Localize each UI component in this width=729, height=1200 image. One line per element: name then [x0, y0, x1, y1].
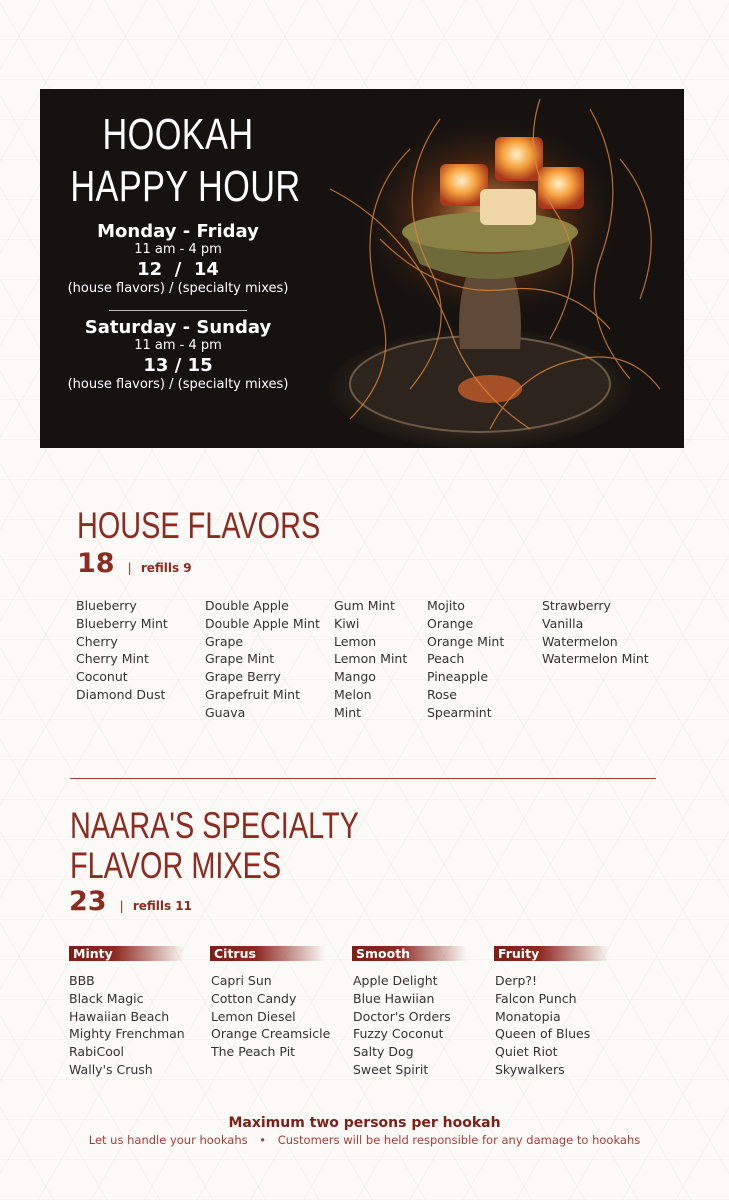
house-price-row: [77, 548, 192, 579]
flavor-item: Kiwi: [334, 615, 360, 631]
weekend-days: Saturday - Sunday: [84, 317, 272, 338]
flavor-item: Double Apple: [205, 598, 289, 613]
mix-item: Orange Creamsicle: [211, 1026, 331, 1042]
flavor-item: Strawberry: [542, 598, 611, 613]
flavor-item: Melon: [334, 686, 372, 702]
flavor-item: Watermelon Mint: [542, 651, 649, 667]
flavor-item: Grape Mint: [205, 651, 275, 667]
mix-item: BBB: [69, 973, 95, 988]
flavor-item: Spearmint: [427, 704, 492, 720]
weekend-prices: 13 / 15: [143, 355, 213, 376]
category-header-minty: Minty: [69, 946, 184, 961]
footer-max-persons: Maximum two persons per hookah: [228, 1115, 501, 1131]
weekday-days: Monday - Friday: [97, 221, 259, 242]
mix-item: Wally's Crush: [69, 1061, 153, 1077]
flavor-item: Grape Berry: [205, 669, 281, 685]
hero-title-line2: HAPPY HOUR: [70, 162, 301, 211]
flavor-column: [334, 597, 407, 722]
hero-divider: [109, 310, 247, 311]
category-list-minty: [69, 972, 185, 1079]
footer-notice: [0, 1133, 729, 1147]
specialty-title-line2: FLAVOR MIXES: [70, 845, 282, 886]
flavor-item: Pineapple: [427, 669, 489, 685]
section-divider: [70, 778, 656, 779]
mix-item: Queen of Blues: [495, 1026, 591, 1042]
flavor-item: Orange: [427, 615, 474, 631]
specialty-price: 23: [69, 886, 107, 917]
flavor-column: [542, 597, 649, 668]
category-list-smooth: [353, 972, 451, 1079]
flavor-item: Blueberry: [76, 598, 137, 613]
hookah-coals-photo: [290, 89, 684, 448]
flavor-item: Mango: [334, 669, 376, 685]
footer-notice-right: Customers will be held responsible for any damage to hookahs: [277, 1133, 641, 1147]
mix-item: Falcon Punch: [495, 990, 577, 1006]
category-list-fruity: [495, 972, 590, 1079]
mix-item: Salty Dog: [353, 1044, 414, 1060]
mix-item: Blue Hawiian: [353, 990, 435, 1006]
hero-title-line1: HOOKAH: [102, 110, 254, 159]
specialty-refills: refills 11: [132, 899, 193, 913]
mix-item: Monatopia: [495, 1008, 561, 1024]
house-refills: refills 9: [140, 561, 192, 575]
mix-item: Quiet Riot: [495, 1044, 558, 1060]
flavor-column: [76, 597, 168, 704]
mix-item: Apple Delight: [353, 973, 438, 988]
flavor-item: Lemon Mint: [334, 651, 408, 667]
happy-hour-text: [40, 89, 316, 392]
mix-item: Doctor's Orders: [353, 1008, 451, 1024]
flavor-item: Diamond Dust: [76, 686, 166, 702]
flavor-item: Guava: [205, 704, 246, 720]
mix-item: Fuzzy Coconut: [353, 1026, 444, 1042]
flavor-item: Grape: [205, 633, 244, 649]
happy-hour-banner: [40, 89, 684, 448]
mix-item: The Peach Pit: [211, 1044, 296, 1060]
flavor-item: Gum Mint: [334, 598, 395, 613]
mix-item: Sweet Spirit: [353, 1061, 429, 1077]
flavor-item: Mojito: [427, 598, 465, 613]
mix-item: Black Magic: [69, 990, 144, 1006]
flavor-item: Lemon: [334, 633, 377, 649]
flavor-item: Vanilla: [542, 615, 584, 631]
flavor-item: Orange Mint: [427, 633, 505, 649]
mix-item: Lemon Diesel: [211, 1008, 296, 1024]
flavor-item: Grapefruit Mint: [205, 686, 301, 702]
mix-item: Cotton Candy: [211, 990, 297, 1006]
flavor-item: Peach: [427, 651, 465, 667]
mix-item: Capri Sun: [211, 973, 272, 988]
category-header-citrus: Citrus: [210, 946, 325, 961]
flavor-column: [427, 597, 504, 722]
weekday-note: (house flavors) / (specialty mixes): [67, 281, 289, 296]
flavor-item: Watermelon: [542, 633, 618, 649]
flavor-item: Coconut: [76, 669, 128, 685]
hero-title: [70, 109, 301, 213]
weekend-hours: 11 am - 4 pm: [134, 338, 222, 353]
category-header-fruity: Fruity: [494, 946, 609, 961]
flavor-item: Cherry Mint: [76, 651, 149, 667]
footer-bullet: •: [259, 1133, 267, 1147]
mix-item: Hawaiian Beach: [69, 1008, 170, 1024]
weekday-hours: 11 am - 4 pm: [134, 242, 222, 257]
flavor-item: Cherry: [76, 633, 118, 649]
weekday-prices: 12 / 14: [137, 259, 219, 280]
mix-item: Derp?!: [495, 973, 538, 988]
mix-item: RabiCool: [69, 1044, 124, 1060]
flavor-item: Mint: [334, 704, 362, 720]
flavor-item: Double Apple Mint: [205, 615, 320, 631]
category-header-smooth: Smooth: [352, 946, 467, 961]
house-flavors-title: HOUSE FLAVORS: [77, 505, 321, 546]
flavor-item: Rose: [427, 686, 457, 702]
footer-notice-left: Let us handle your hookahs: [88, 1133, 248, 1147]
house-price-separator: |: [127, 561, 132, 575]
mix-item: Skywalkers: [495, 1061, 565, 1077]
flavor-column: [205, 597, 320, 722]
specialty-price-separator: |: [119, 899, 124, 913]
specialty-price-row: [69, 886, 192, 917]
flavor-item: Blueberry Mint: [76, 615, 168, 631]
mix-item: Mighty Frenchman: [69, 1026, 185, 1042]
weekend-note: (house flavors) / (specialty mixes): [67, 377, 289, 392]
specialty-title-line1: NAARA'S SPECIALTY: [70, 805, 359, 846]
specialty-title: [70, 806, 359, 886]
category-list-citrus: [211, 972, 330, 1061]
house-price: 18: [77, 548, 115, 579]
